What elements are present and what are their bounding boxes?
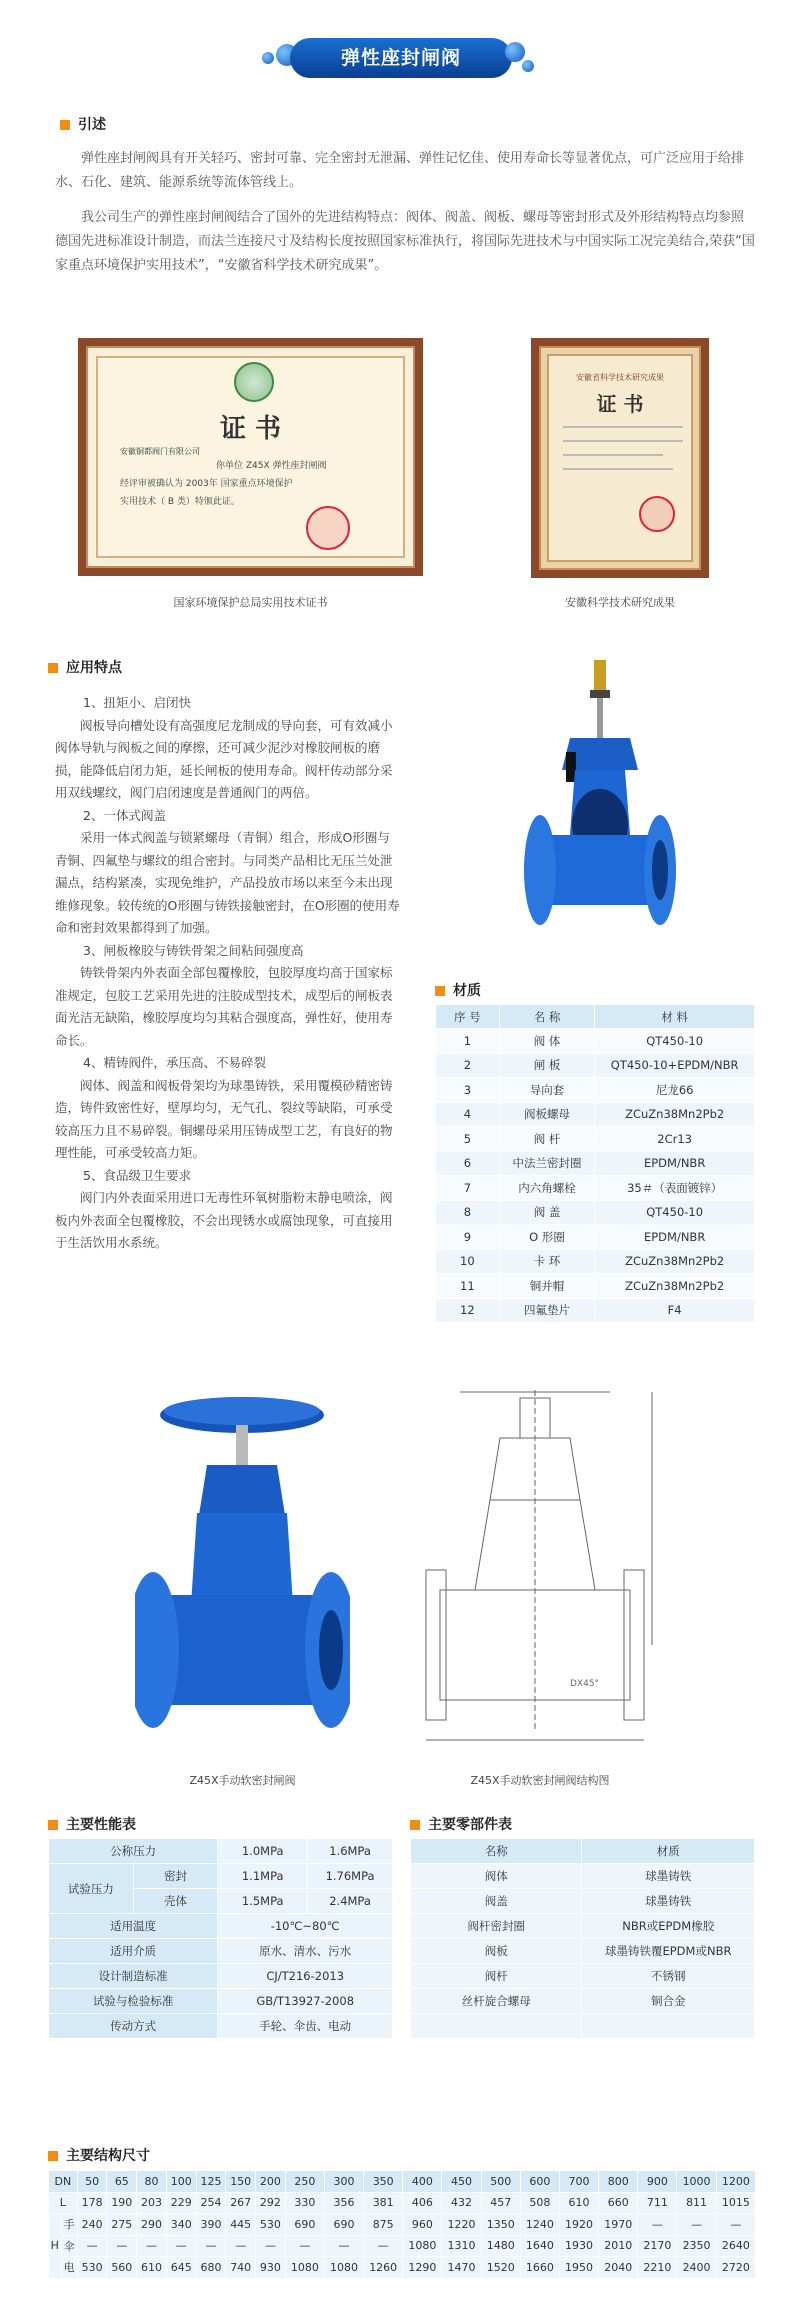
table-cell: 240 xyxy=(77,2214,107,2236)
table-row: 5 阀 杆 2Cr13 xyxy=(436,1127,755,1152)
table-cell: 500 xyxy=(481,2171,520,2193)
table-cell: 457 xyxy=(481,2192,520,2214)
table-cell: 445 xyxy=(226,2214,256,2236)
table-cell: 1350 xyxy=(481,2214,520,2236)
table-cell: 1290 xyxy=(403,2257,442,2279)
table-cell: — xyxy=(716,2214,755,2236)
table-cell: 1000 xyxy=(677,2171,716,2193)
table-cell: 1200 xyxy=(716,2171,755,2193)
table-cell: 1080 xyxy=(324,2257,363,2279)
table-cell: 390 xyxy=(196,2214,226,2236)
seal-stamp-icon xyxy=(306,506,350,550)
table-row: 公称压力 1.0MPa 1.6MPa xyxy=(49,1839,393,1864)
drawing-dimension-label: DX45° xyxy=(570,1679,600,1689)
page-header xyxy=(0,30,795,90)
table-cell: 560 xyxy=(107,2257,137,2279)
page-title: 弹性座封闸阀 xyxy=(290,38,512,78)
table-cell: 1930 xyxy=(559,2235,598,2257)
materials-heading: 材质 xyxy=(435,980,481,1000)
table-cell: 65 xyxy=(107,2171,137,2193)
table-cell: 1310 xyxy=(442,2235,481,2257)
performance-heading: 主要性能表 xyxy=(48,1814,136,1834)
feature-4-text: 阀体、阀盖和阀板骨架均为球墨铸铁，采用覆模砂精密铸造，铸件致密性好，壁厚均匀，无气孔、裂纹等缺陷，可承受较高压力且不易碎裂。铜螺母采用压铸成型工艺，有良好的物理性能，可承受较高力矩。 xyxy=(55,1077,393,1160)
feature-1-title: 1、扭矩小、启闭快 xyxy=(83,695,191,710)
table-row: 7 内六角螺栓 35＃（表面镀锌） xyxy=(436,1176,755,1201)
performance-table xyxy=(48,1838,393,2039)
table-row: 10 卡 环 ZCuZn38Mn2Pb2 xyxy=(436,1249,755,1274)
table-row: 2 闸 板 QT450-10+EPDM/NBR xyxy=(436,1053,755,1078)
table-cell: — xyxy=(137,2235,167,2257)
table-cell: 254 xyxy=(196,2192,226,2214)
table-cell: 267 xyxy=(226,2192,256,2214)
column-header: 名 称 xyxy=(499,1005,595,1029)
table-cell: 610 xyxy=(137,2257,167,2279)
decor-dot xyxy=(262,52,274,64)
table-cell: 1470 xyxy=(442,2257,481,2279)
table-cell: 1970 xyxy=(599,2214,638,2236)
table-cell: 900 xyxy=(638,2171,677,2193)
table-row: 阀盖 球墨铸铁 xyxy=(411,1889,755,1914)
table-cell: 508 xyxy=(520,2192,559,2214)
table-cell: — xyxy=(324,2235,363,2257)
table-cell: — xyxy=(256,2235,286,2257)
intro-paragraph-2: 我公司生产的弹性座封闸阀结合了国外的先进结构特点：阀体、阀盖、阀板、螺母等密封形式及外形结构特点均参照德国先进标准设计制造，而法兰连接尺寸及结构长度按照国家标准执行，将国际先进技术与中国实际工况完美结合,荣获“国家重点环境保护实用技术”，“安徽省科学技术研究成果”。 xyxy=(55,210,755,273)
table-row: 丝杆旋合螺母 铜合金 xyxy=(411,1989,755,2014)
valve-cutaway-image xyxy=(520,660,680,950)
table-cell: 1950 xyxy=(559,2257,598,2279)
feature-3-text: 铸铁骨架内外表面全部包覆橡胶，包胶厚度均高于国家标准规定，包胶工艺采用先进的注胶成型技术，成型后的闸板表面光洁无缺陷，橡胶厚度均匀其粘合强度高，弹性好，使用寿命长。 xyxy=(55,965,393,1048)
table-row: 4 阀板螺母 ZCuZn38Mn2Pb2 xyxy=(436,1102,755,1127)
table-cell: 50 xyxy=(77,2171,107,2193)
table-row: 电 530 560 610 645 680 740 930 1080 1080 1260 1290 1470 1520 1660 1950 2040 2210 2400 2720 xyxy=(49,2257,756,2279)
table-cell: 1640 xyxy=(520,2235,559,2257)
table-cell: — xyxy=(196,2235,226,2257)
table-cell: 229 xyxy=(166,2192,196,2214)
table-cell: 875 xyxy=(364,2214,403,2236)
table-cell: — xyxy=(77,2235,107,2257)
table-cell: 1480 xyxy=(481,2235,520,2257)
table-cell: — xyxy=(107,2235,137,2257)
table-cell: 800 xyxy=(599,2171,638,2193)
valve-photo-caption: Z45X手动软密封闸阀 xyxy=(189,1774,296,1787)
table-cell: 250 xyxy=(285,2171,324,2193)
table-row: 3 导向套 尼龙66 xyxy=(436,1078,755,1103)
table-cell: 690 xyxy=(285,2214,324,2236)
table-cell: 190 xyxy=(107,2192,137,2214)
table-cell: — xyxy=(226,2235,256,2257)
dimensions-table xyxy=(48,2170,756,2279)
table-cell: 406 xyxy=(403,2192,442,2214)
table-cell: 690 xyxy=(324,2214,363,2236)
table-cell: 1520 xyxy=(481,2257,520,2279)
features-list xyxy=(55,692,401,1255)
table-cell: 645 xyxy=(166,2257,196,2279)
table-cell: — xyxy=(677,2214,716,2236)
table-cell: 1260 xyxy=(364,2257,403,2279)
feature-4-title: 4、精铸阀件，承压高、不易碎裂 xyxy=(83,1055,266,1070)
parts-heading: 主要零部件表 xyxy=(410,1814,512,1834)
table-cell: 680 xyxy=(196,2257,226,2279)
table-row: 设计制造标准 CJ/T216-2013 xyxy=(49,1964,393,1989)
table-cell: 292 xyxy=(256,2192,286,2214)
table-cell: 1660 xyxy=(520,2257,559,2279)
table-cell: 610 xyxy=(559,2192,598,2214)
table-row: 1 阀 体 QT450-10 xyxy=(436,1029,755,1054)
table-cell: 1240 xyxy=(520,2214,559,2236)
table-cell: — xyxy=(166,2235,196,2257)
table-row: 9 O 形圈 EPDM/NBR xyxy=(436,1225,755,1250)
table-cell: 1220 xyxy=(442,2214,481,2236)
table-cell: 960 xyxy=(403,2214,442,2236)
table-cell: 1015 xyxy=(716,2192,755,2214)
table-cell: 80 xyxy=(137,2171,167,2193)
table-row: 阀杆密封圈 NBR或EPDM橡胶 xyxy=(411,1914,755,1939)
table-cell: 2350 xyxy=(677,2235,716,2257)
table-cell: 530 xyxy=(77,2257,107,2279)
table-row: 试验与检验标准 GB/T13927-2008 xyxy=(49,1989,393,2014)
materials-table xyxy=(435,1004,755,1323)
emblem-icon xyxy=(234,362,274,402)
table-row: 阀板 球墨铸铁覆EPDM或NBR xyxy=(411,1939,755,1964)
table-row: 8 阀 盖 QT450-10 xyxy=(436,1200,755,1225)
table-cell: 340 xyxy=(166,2214,196,2236)
feature-5-text: 阀门内外表面采用进口无毒性环氧树脂粉末静电喷涂，阀板内外表面全包覆橡胶，不会出现锈水或腐蚀现象，可直接用于生活饮用水系统。 xyxy=(55,1190,393,1250)
table-row: DN 50 65 80 100 125 150 200 250 300 350 400 450 500 600 700 800 900 1000 1200 xyxy=(49,2171,756,2193)
table-cell: 700 xyxy=(559,2171,598,2193)
table-cell: 600 xyxy=(520,2171,559,2193)
table-row: L 178 190 203 229 254 267 292 330 356 381 406 432 457 508 610 660 711 811 1015 xyxy=(49,2192,756,2214)
decor-dot xyxy=(522,60,534,72)
column-header: 材 料 xyxy=(595,1005,755,1029)
table-cell: 1080 xyxy=(285,2257,324,2279)
table-cell: 350 xyxy=(364,2171,403,2193)
table-cell: — xyxy=(364,2235,403,2257)
feature-5-title: 5、食品级卫生要求 xyxy=(83,1167,191,1183)
table-row: 壳体 1.5MPa 2.4MPa xyxy=(49,1889,393,1914)
table-row xyxy=(411,2014,755,2039)
table-cell: 432 xyxy=(442,2192,481,2214)
table-cell: 125 xyxy=(196,2171,226,2193)
table-row: 伞 — — — — — — — — — — 1080 1310 1480 1640 1930 2010 2170 2350 2640 xyxy=(49,2235,756,2257)
certificate-anhui: 安徽省科学技术研究成果 证 书 xyxy=(531,338,709,578)
table-cell: 2040 xyxy=(599,2257,638,2279)
table-row: 11 铜并帽 ZCuZn38Mn2Pb2 xyxy=(436,1274,755,1299)
table-cell: 1080 xyxy=(403,2235,442,2257)
table-cell: 711 xyxy=(638,2192,677,2214)
drawing-caption: Z45X手动软密封闸阀结构图 xyxy=(470,1774,610,1787)
table-row: 适用介质 原水、清水、污水 xyxy=(49,1939,393,1964)
table-cell: 2640 xyxy=(716,2235,755,2257)
table-cell: 530 xyxy=(256,2214,286,2236)
table-row: 12 四氟垫片 F4 xyxy=(436,1298,755,1323)
table-cell: — xyxy=(285,2235,324,2257)
table-cell: 300 xyxy=(324,2171,363,2193)
parts-table xyxy=(410,1838,755,2039)
intro-heading: 引述 xyxy=(60,114,106,134)
table-cell: — xyxy=(638,2214,677,2236)
table-cell: 2720 xyxy=(716,2257,755,2279)
table-cell: 2400 xyxy=(677,2257,716,2279)
table-row: 6 中法兰密封圈 EPDM/NBR xyxy=(436,1151,755,1176)
certificate-right-caption: 安徽科学技术研究成果 xyxy=(565,596,675,609)
feature-1-text: 阀板导向槽处设有高强度尼龙制成的导向套，可有效减小阀体导轨与阀板之间的摩擦，还可减少泥沙对橡胶闸板的磨损，能降低启闭力矩，延长闸板的使用寿命。阀杆传动部分采用双线螺纹，阀门启闭速度是普通阀门的两倍。 xyxy=(55,717,393,800)
table-cell: 100 xyxy=(166,2171,196,2193)
table-cell: 811 xyxy=(677,2192,716,2214)
table-cell: 2210 xyxy=(638,2257,677,2279)
table-row: 传动方式 手轮、伞齿、电动 xyxy=(49,2014,393,2039)
table-cell: 275 xyxy=(107,2214,137,2236)
table-header-row xyxy=(436,1005,755,1029)
table-cell: 290 xyxy=(137,2214,167,2236)
table-cell: 1920 xyxy=(559,2214,598,2236)
table-cell: 740 xyxy=(226,2257,256,2279)
table-row: 适用温度 -10℃~80℃ xyxy=(49,1914,393,1939)
table-cell: 178 xyxy=(77,2192,107,2214)
certificate-environment: 证 书 安徽铜都阀门有限公司 你单位 Z45X 弹性座封闸阀 经评审被确认为 2003年 国家重点环境保护 实用技术（ B 类）特颁此证。 xyxy=(78,338,423,576)
table-cell: 2010 xyxy=(599,2235,638,2257)
table-row: 阀杆 不锈钢 xyxy=(411,1964,755,1989)
certificate-left-caption: 国家环境保护总局实用技术证书 xyxy=(173,596,328,609)
table-cell: 203 xyxy=(137,2192,167,2214)
table-cell: 2170 xyxy=(638,2235,677,2257)
table-cell: 400 xyxy=(403,2171,442,2193)
intro-paragraph-1: 弹性座封闸阀具有开关轻巧、密封可靠、完全密封无泄漏、弹性记忆佳、使用寿命长等显著优点，可广泛应用于给排水、石化、建筑、能源系统等流体管线上。 xyxy=(55,151,745,190)
table-row: 试验压力 密封 1.1MPa 1.76MPa xyxy=(49,1864,393,1889)
table-cell: 150 xyxy=(226,2171,256,2193)
table-cell: 450 xyxy=(442,2171,481,2193)
feature-2-text: 采用一体式阀盖与锁紧螺母（青铜）组合，形成O形圈与青铜、四氟垫与螺纹的组合密封。与同类产品相比无压兰处泄漏点，结构紧凑，实现免维护，产品投放市场以来至今未出现维修现象。较传统的O形圈与铸铁接触密封，在O形圈的使用寿命和密封效果都得到了加强。 xyxy=(55,830,400,935)
features-heading: 应用特点 xyxy=(48,657,122,677)
valve-photo xyxy=(135,1395,350,1755)
decor-dot xyxy=(505,42,525,62)
feature-3-title: 3、闸板橡胶与铸铁骨架之间粘间强度高 xyxy=(83,942,304,958)
table-cell: 356 xyxy=(324,2192,363,2214)
table-cell: 200 xyxy=(256,2171,286,2193)
table-row: 阀体 球墨铸铁 xyxy=(411,1864,755,1889)
table-cell: 660 xyxy=(599,2192,638,2214)
table-row: H 手 240 275 290 340 390 445 530 690 690 875 960 1220 1350 1240 1920 1970 — — — xyxy=(49,2214,756,2236)
table-cell: 381 xyxy=(364,2192,403,2214)
valve-structure-drawing xyxy=(420,1390,660,1760)
table-header-row: 名称 材质 xyxy=(411,1839,755,1864)
feature-2-title: 2、一体式阀盖 xyxy=(83,807,166,823)
table-cell: 930 xyxy=(256,2257,286,2279)
table-cell: 330 xyxy=(285,2192,324,2214)
seal-stamp-icon xyxy=(639,496,675,532)
dimensions-heading: 主要结构尺寸 xyxy=(48,2145,150,2165)
column-header: 序 号 xyxy=(436,1005,500,1029)
